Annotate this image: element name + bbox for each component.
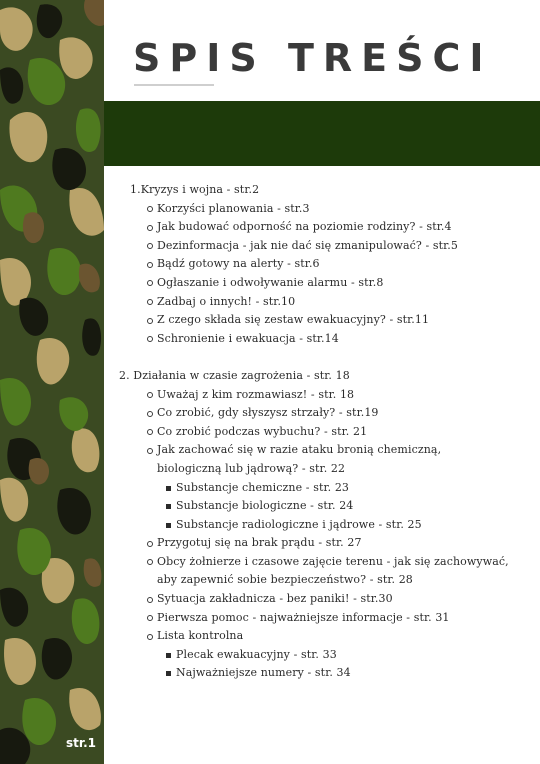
camouflage-sidebar <box>0 0 104 764</box>
toc-item: Jak zachować się w razie ataku bronią chemiczną, biologiczną lub jądrową? - str. 22 <box>104 441 540 478</box>
toc-item: Z czego składa się zestaw ewakuacyjny? - str.11 <box>104 311 540 330</box>
toc-item: Przygotuj się na brak prądu - str. 27 <box>104 534 540 553</box>
table-of-contents <box>104 181 540 683</box>
toc-subitem: Najważniejsze numery - str. 34 <box>104 664 540 683</box>
toc-item: Sytuacja zakładnicza - bez paniki! - str.30 <box>104 590 540 609</box>
toc-item: Zadbaj o innych! - str.10 <box>104 293 540 312</box>
camouflage-pattern <box>0 0 104 764</box>
toc-section-heading: 2. Działania w czasie zagrożenia - str. 18 <box>119 368 350 382</box>
toc-subitem: Substancje chemiczne - str. 23 <box>104 479 540 498</box>
toc-item: Lista kontrolna <box>104 627 540 646</box>
toc-item: Obcy żołnierze i czasowe zajęcie terenu - jak się zachowywać, aby zapewnić sobie bezpieczeństwo? - str. 28 <box>104 553 540 590</box>
toc-section <box>104 181 540 348</box>
toc-item: Pierwsza pomoc - najważniejsze informacje - str. 31 <box>104 609 540 628</box>
toc-subitem: Substancje biologiczne - str. 24 <box>104 497 540 516</box>
toc-section-heading: 1.Kryzys i wojna - str.2 <box>130 183 260 196</box>
header-band <box>104 101 540 166</box>
toc-subitem: Substancje radiologiczne i jądrowe - str. 25 <box>104 516 540 535</box>
toc-item: Co zrobić podczas wybuchu? - str. 21 <box>104 423 540 442</box>
toc-item: Bądź gotowy na alerty - str.6 <box>104 255 540 274</box>
toc-item: Schronienie i ewakuacja - str.14 <box>104 330 540 349</box>
toc-item: Uważaj z kim rozmawiasz! - str. 18 <box>104 386 540 405</box>
toc-item: Jak budować odporność na poziomie rodziny? - str.4 <box>104 218 540 237</box>
page-number: str.1 <box>66 736 96 750</box>
toc-section <box>104 367 540 683</box>
toc-item: Co zrobić, gdy słyszysz strzały? - str.19 <box>104 404 540 423</box>
toc-subitem: Plecak ewakuacyjny - str. 33 <box>104 646 540 665</box>
toc-item: Ogłaszanie i odwoływanie alarmu - str.8 <box>104 274 540 293</box>
title-underline <box>134 84 214 86</box>
toc-item: Korzyści planowania - str.3 <box>104 200 540 219</box>
page-title: SPIS TREŚCI <box>133 36 493 80</box>
toc-item: Dezinformacja - jak nie dać się zmanipulować? - str.5 <box>104 237 540 256</box>
